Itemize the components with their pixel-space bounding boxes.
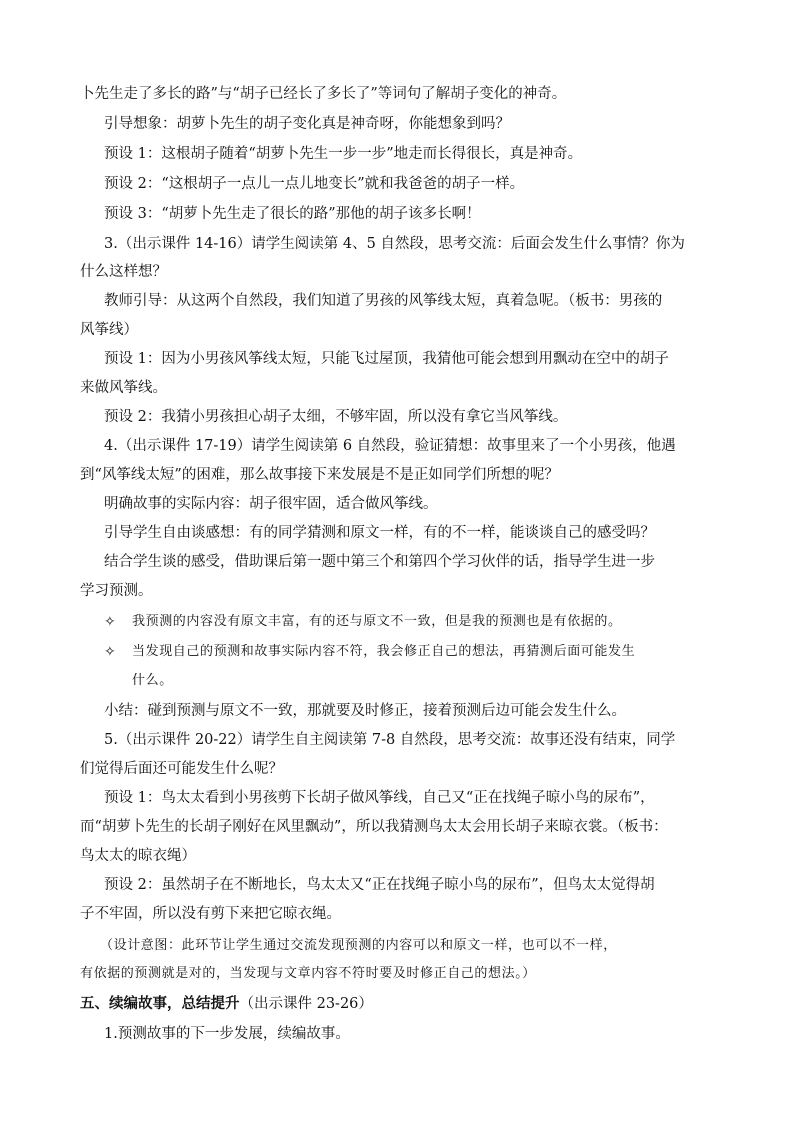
text-line-9: 风筝线） [80,322,138,338]
text-line-28: 预设 2：虽然胡子在不断地长，鸟太太又“正在找绳子晾小鸟的尿布”，但鸟太太觉得胡 [104,877,655,893]
text-line-29: 子不牢固，所以没有剪下来把它晾衣绳。 [80,906,341,922]
text-line-27: 鸟太太的晾衣绳） [80,848,196,864]
text-line-11: 来做风筝线。 [80,380,167,396]
text-line-34: 1.预测故事的下一步发展，续编故事。 [104,1026,350,1042]
text-line-16: 引导学生自由谈感想：有的同学猜测和原文一样，有的不一样，能谈谈自己的感受吗？ [104,525,655,541]
text-line-25: 预设 1：鸟太太看到小男孩剪下长胡子做风筝线，自己又“正在找绳子晾小鸟的尿布”， [104,790,655,806]
text-line-24: 们觉得后面还可能发生什么呢？ [80,761,283,777]
text-line-15: 明确故事的实际内容：胡子很牢固，适合做风筝线。 [104,496,438,512]
design-intent-line-2: 有依据的预测就是对的，当发现与文章内容不符时要及时修正自己的想法。） [80,966,536,981]
diamond-bullet-icon: ✧ [104,644,116,660]
section-courseware-note: （出示课件 23-26） [239,996,373,1012]
text-line-10: 预设 1：因为小男孩风筝线太短，只能飞过屋顶，我猜他可能会想到用飘动在空中的胡子 [104,351,669,367]
text-line-12: 预设 2：我猜小男孩担心胡子太细，不够牢固，所以没有拿它当风筝线。 [104,409,568,425]
text-line-8: 教师引导：从这两个自然段，我们知道了男孩的风筝线太短，真着急呢。（板书：男孩的 [104,293,663,309]
text-line-17: 结合学生谈的感受，借助课后第一题中第三个和第四个学习伙伴的话，指导学生进一步 [104,554,655,570]
text-line-23: 5.（出示课件 20-22）请学生自主阅读第 7-8 自然段，思考交流：故事还没有结束，同学 [104,732,676,748]
text-line-6: 3.（出示课件 14-16）请学生阅读第 4、5 自然段，思考交流：后面会发生什么事情？你为 [104,236,685,252]
text-line-4: 预设 2：“这根胡子一点儿一点儿地变长”就和我爸爸的胡子一样。 [104,176,525,192]
text-line-2: 引导想象：胡萝卜先生的胡子变化真是神奇呀，你能想象到吗？ [104,116,510,132]
text-line-3: 预设 1：这根胡子随着“胡萝卜先生一步一步”地走而长得很长，真是神奇。 [104,146,583,162]
text-line-1: 卜先生走了多长的路”与“胡子已经长了多长了”等词句了解胡子变化的神奇。 [80,86,567,102]
text-line-26: 而“胡萝卜先生的长胡子刚好在风里飘动”，所以我猜测鸟太太会用长胡子来晾衣裳。（板书： [80,819,668,835]
section-title: 五、续编故事，总结提升 [80,995,240,1012]
bullet-item-2-cont: 什么。 [132,673,173,688]
text-line-7: 什么这样想？ [80,264,167,280]
design-intent-line-1: （设计意图：此环节让学生通过交流发现预测的内容可以和原文一样，也可以不一样， [100,938,617,953]
section-heading [80,994,373,1014]
text-line-13: 4.（出示课件 17-19）请学生阅读第 6 自然段，验证猜想：故事里来了一个小男孩，他遇 [104,438,676,454]
diamond-bullet-icon: ✧ [104,614,116,630]
text-line-22: 小结：碰到预测与原文不一致，那就要及时修正，接着预测后边可能会发生什么。 [104,703,626,719]
text-line-5: 预设 3：“胡萝卜先生走了很长的路”那他的胡子该多长啊！ [104,206,481,222]
bullet-item-text: 我预测的内容没有原文丰富，有的还与原文不一致，但是我的预测也是有依据的。 [132,614,622,629]
text-line-14: 到“风筝线太短”的困难，那么故事接下来发展是不是正如同学们所想的呢？ [80,467,559,483]
text-line-18: 学习预测。 [80,583,153,599]
bullet-item-text: 当发现自己的预测和故事实际内容不符，我会修正自己的想法，再猜测后面可能发生 [132,644,636,659]
